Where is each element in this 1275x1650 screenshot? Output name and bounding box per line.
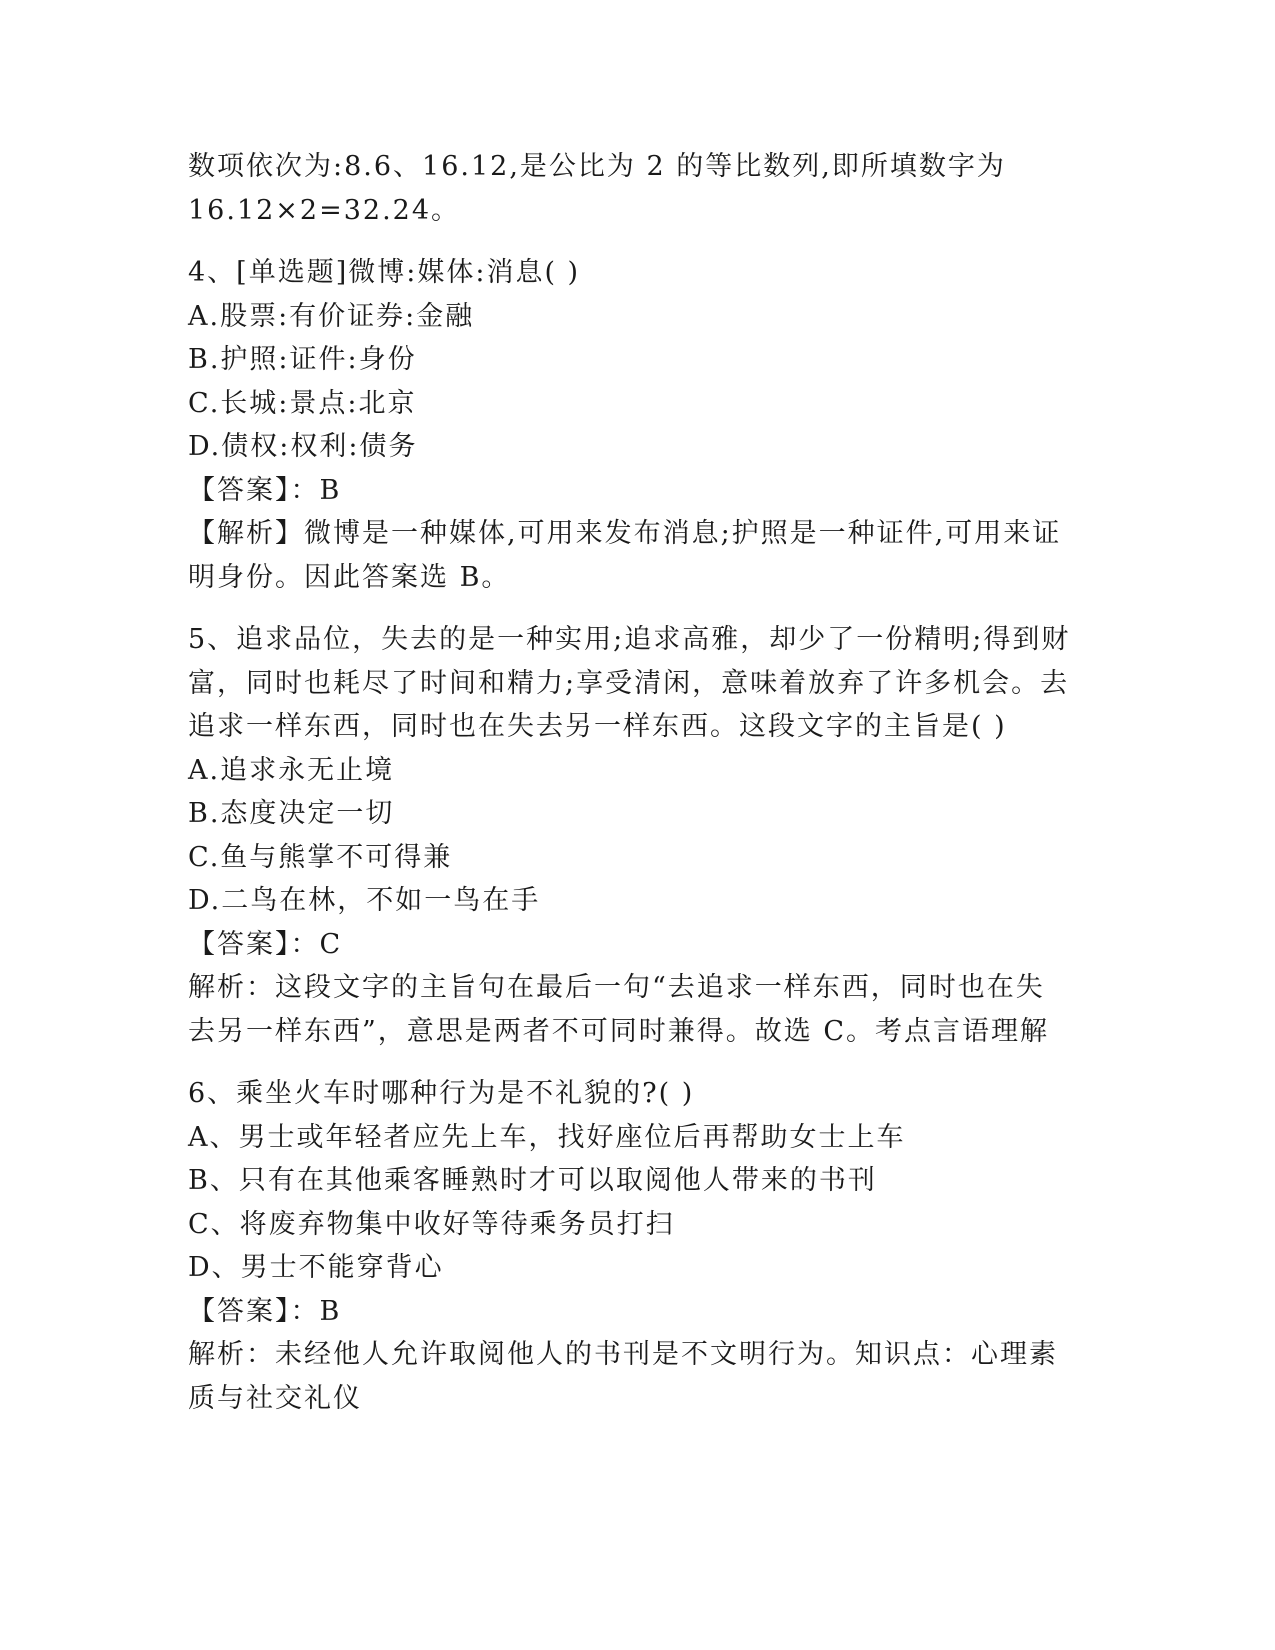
question-stem: 5、追求品位，失去的是一种实用;追求高雅，却少了一份精明;得到财 [188,624,1071,655]
document-page [188,145,1088,1420]
option-a: A.股票:有价证券:金融 [188,300,475,332]
option-d: D.债权:权利:债务 [188,431,418,462]
option-d: D、男士不能穿背心 [188,1252,444,1283]
explanation-line: 解析：这段文字的主旨句在最后一句“去追求一样东西，同时也在失 [188,972,1045,1003]
option-a: A、男士或年轻者应先上车，找好座位后再帮助女士上车 [188,1121,906,1153]
answer: 【答案】：C [188,928,343,960]
question-5 [188,618,1088,1053]
option-c: C、将废弃物集中收好等待乘务员打扫 [188,1208,675,1240]
question-stem: 6、乘坐火车时哪种行为是不礼貌的?( ) [188,1078,695,1109]
explanation-line: 去另一样东西”，意思是两者不可同时兼得。故选 C。考点言语理解 [188,1015,1050,1047]
option-c: C.长城:景点:北京 [188,387,417,419]
answer: 【答案】：B [188,1295,342,1327]
explanation-line: 【解析】微博是一种媒体,可用来发布消息;护照是一种证件,可用来证 [188,518,1062,549]
q3-explanation [188,145,1088,232]
option-c: C.鱼与熊掌不可得兼 [188,841,453,873]
answer: 【答案】：B [188,474,342,506]
question-6 [188,1072,1088,1420]
option-a: A.追求永无止境 [188,754,395,786]
option-d: D.二鸟在林，不如一鸟在手 [188,885,541,916]
question-stem: 富，同时也耗尽了时间和精力;享受清闲，意味着放弃了许多机会。去 [188,667,1070,699]
option-b: B、只有在其他乘客睡熟时才可以取阅他人带来的书刊 [188,1165,877,1196]
option-b: B.态度决定一切 [188,798,395,829]
text-line: 16.12×2=32.24。 [188,194,461,226]
question-4 [188,251,1088,599]
question-stem: 追求一样东西，同时也在失去另一样东西。这段文字的主旨是( ) [188,711,1007,742]
explanation-line: 质与社交礼仪 [188,1382,362,1414]
question-stem: 4、[单选题]微博:媒体:消息( ) [188,257,581,288]
explanation-line: 解析：未经他人允许取阅他人的书刊是不文明行为。知识点：心理素 [188,1339,1058,1370]
option-b: B.护照:证件:身份 [188,344,417,375]
text-line: 数项依次为:8.6、16.12,是公比为 2 的等比数列,即所填数字为 [188,151,1006,182]
explanation-line: 明身份。因此答案选 B。 [188,561,511,593]
